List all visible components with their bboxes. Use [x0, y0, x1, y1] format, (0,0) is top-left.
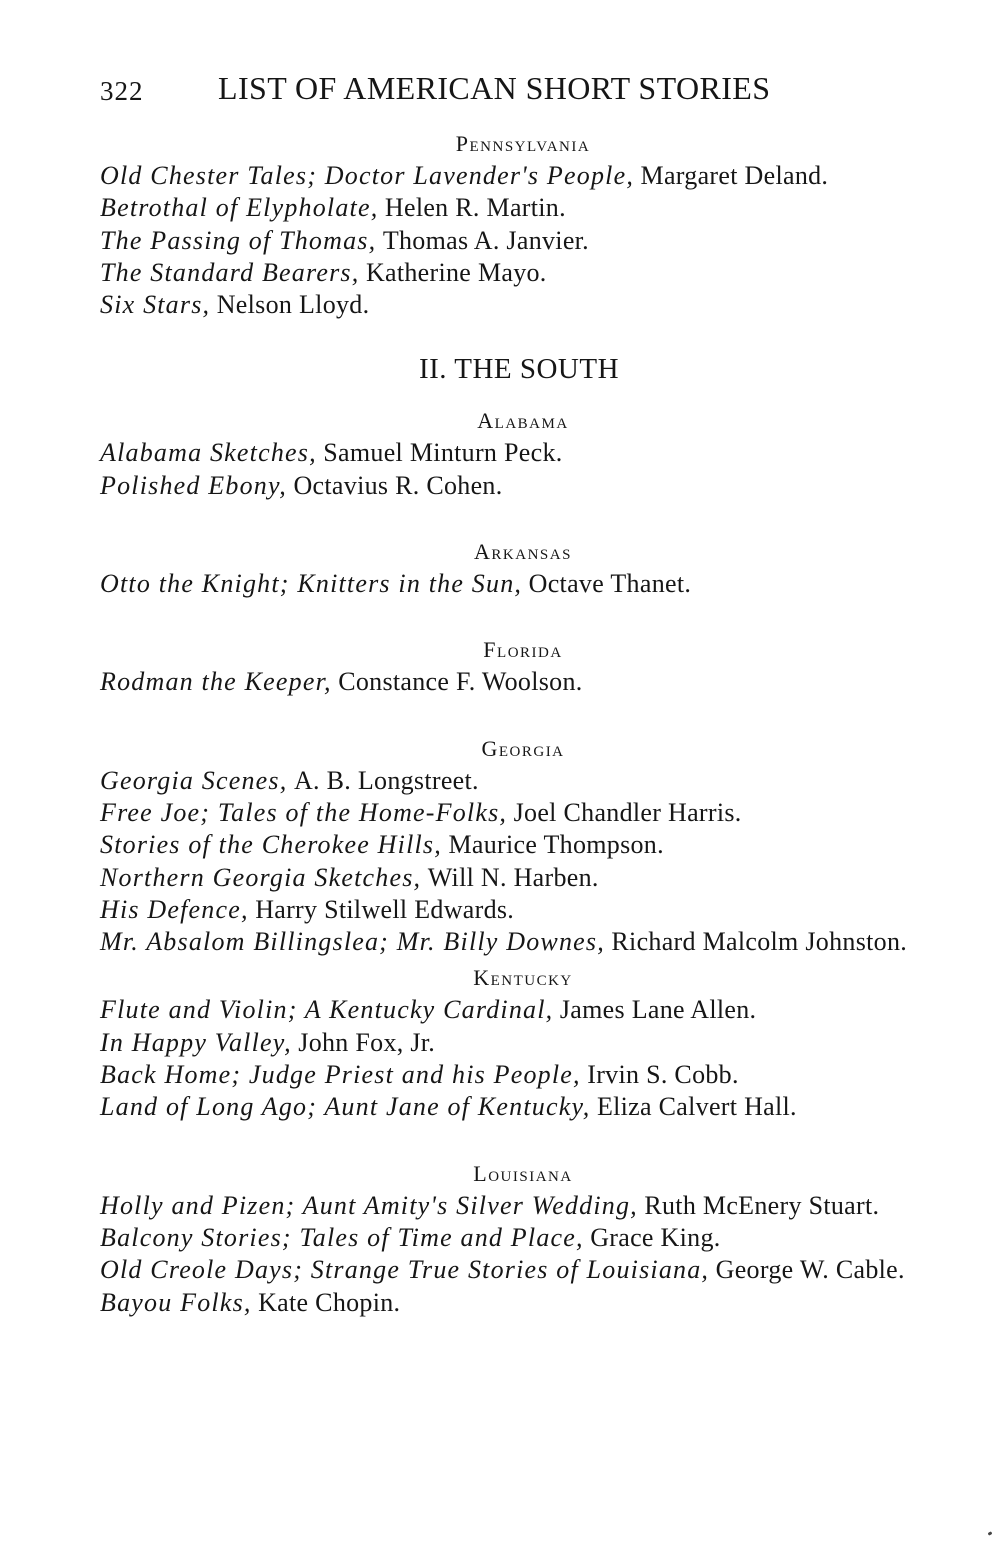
story-author: Octavius R. Cohen.: [293, 470, 503, 500]
story-title: Alabama Sketches,: [100, 438, 317, 468]
section-alabama: [100, 405, 938, 502]
story-title: Bayou Folks,: [100, 1287, 252, 1317]
story-author: Ruth McEnery Stuart.: [644, 1190, 880, 1220]
story-author: Constance F. Woolson.: [338, 667, 583, 697]
story-title: Land of Long Ago; Aunt Jane of Kentucky,: [100, 1092, 591, 1122]
story-title: Back Home; Judge Priest and his People,: [100, 1060, 581, 1090]
list-item: [100, 797, 938, 829]
state-heading-pennsylvania: Pennsylvania: [455, 131, 591, 156]
story-title: Rodman the Keeper,: [100, 667, 332, 697]
list-item: [100, 1059, 938, 1091]
list-item: [100, 765, 938, 797]
story-author: James Lane Allen.: [559, 995, 757, 1025]
list-item: [100, 1190, 938, 1222]
list-item: [100, 160, 938, 192]
running-title: LIST OF AMERICAN SHORT STORIES: [218, 70, 771, 106]
list-item: [100, 666, 938, 698]
story-author: Joel Chandler Harris.: [513, 797, 742, 827]
story-author: Katherine Mayo.: [365, 257, 547, 287]
list-item: [100, 257, 938, 289]
running-head: [100, 70, 940, 114]
story-author: Nelson Lloyd.: [216, 290, 370, 320]
story-title: Holly and Pizen; Aunt Amity's Silver Wedding,: [100, 1190, 638, 1220]
story-author: Thomas A. Janvier.: [382, 225, 589, 255]
list-item: [100, 289, 938, 321]
list-item: [100, 470, 938, 502]
state-heading-louisiana: Louisiana: [473, 1160, 573, 1186]
section-florida: [100, 634, 938, 698]
list-item: [100, 926, 938, 958]
story-title: Stories of the Cherokee Hills,: [100, 830, 442, 860]
story-title: The Passing of Thomas,: [100, 225, 377, 255]
list-item: [100, 862, 938, 894]
print-speck: [988, 1531, 993, 1536]
story-title: Old Creole Days; Strange True Stories of Louisiana,: [100, 1255, 710, 1285]
list-item: [100, 192, 938, 224]
list-item: [100, 1254, 938, 1286]
story-author: John Fox, Jr.: [298, 1027, 436, 1057]
list-item: [100, 225, 938, 257]
story-title: His Defence,: [100, 894, 249, 924]
story-author: Kate Chopin.: [258, 1287, 401, 1317]
story-title: Old Chester Tales; Doctor Lavender's People,: [100, 161, 635, 190]
state-heading-alabama: Alabama: [477, 408, 569, 434]
story-author: George W. Cable.: [715, 1255, 905, 1285]
story-author: Helen R. Martin.: [384, 193, 566, 223]
story-title: Polished Ebony,: [100, 470, 287, 500]
list-item: [100, 1027, 938, 1059]
list-item: [100, 1287, 938, 1319]
section-pennsylvania: [100, 128, 938, 321]
section-kentucky: [100, 962, 938, 1123]
story-author: Grace King.: [590, 1222, 721, 1252]
story-title: In Happy Valley,: [100, 1027, 292, 1057]
story-title: Six Stars,: [100, 290, 211, 320]
part-heading: II. THE SOUTH: [418, 353, 620, 386]
story-author: Harry Stilwell Edwards.: [255, 894, 515, 924]
story-author: A. B. Longstreet.: [293, 765, 479, 795]
story-title: Flute and Violin; A Kentucky Cardinal,: [100, 995, 554, 1025]
story-author: Margaret Deland.: [640, 161, 829, 190]
story-author: Samuel Minturn Peck.: [323, 438, 563, 468]
list-item: [100, 1222, 938, 1254]
story-title: Free Joe; Tales of the Home-Folks,: [100, 797, 508, 827]
section-georgia: [100, 733, 938, 959]
list-item: [100, 437, 938, 469]
list-item: [100, 994, 938, 1026]
state-heading-kentucky: Kentucky: [473, 965, 573, 991]
list-item: [100, 568, 938, 600]
story-author: Octave Thanet.: [528, 569, 692, 599]
story-title: Mr. Absalom Billingslea; Mr. Billy Downes,: [100, 927, 605, 957]
story-title: Georgia Scenes,: [100, 765, 288, 795]
list-item: [100, 894, 938, 926]
story-list: [100, 128, 938, 1319]
state-heading-florida: Florida: [483, 637, 563, 663]
section-arkansas: [100, 536, 938, 600]
story-title: The Standard Bearers,: [100, 257, 360, 287]
list-item: [100, 829, 938, 861]
story-author: Irvin S. Cobb.: [587, 1060, 739, 1090]
story-title: Northern Georgia Sketches,: [100, 862, 422, 892]
state-heading-arkansas: Arkansas: [474, 539, 572, 565]
story-title: Balcony Stories; Tales of Time and Place,: [100, 1222, 584, 1252]
story-author: Will N. Harben.: [427, 862, 599, 892]
story-title: Otto the Knight; Knitters in the Sun,: [100, 569, 523, 599]
list-item: [100, 1091, 938, 1123]
section-louisiana: [100, 1158, 938, 1319]
story-author: Eliza Calvert Hall.: [596, 1092, 797, 1122]
state-heading-georgia: Georgia: [481, 735, 565, 761]
page-number: 322: [100, 76, 144, 106]
story-author: Richard Malcolm Johnston.: [611, 927, 908, 957]
story-title: Betrothal of Elypholate,: [100, 193, 379, 223]
story-author: Maurice Thompson.: [448, 830, 664, 860]
